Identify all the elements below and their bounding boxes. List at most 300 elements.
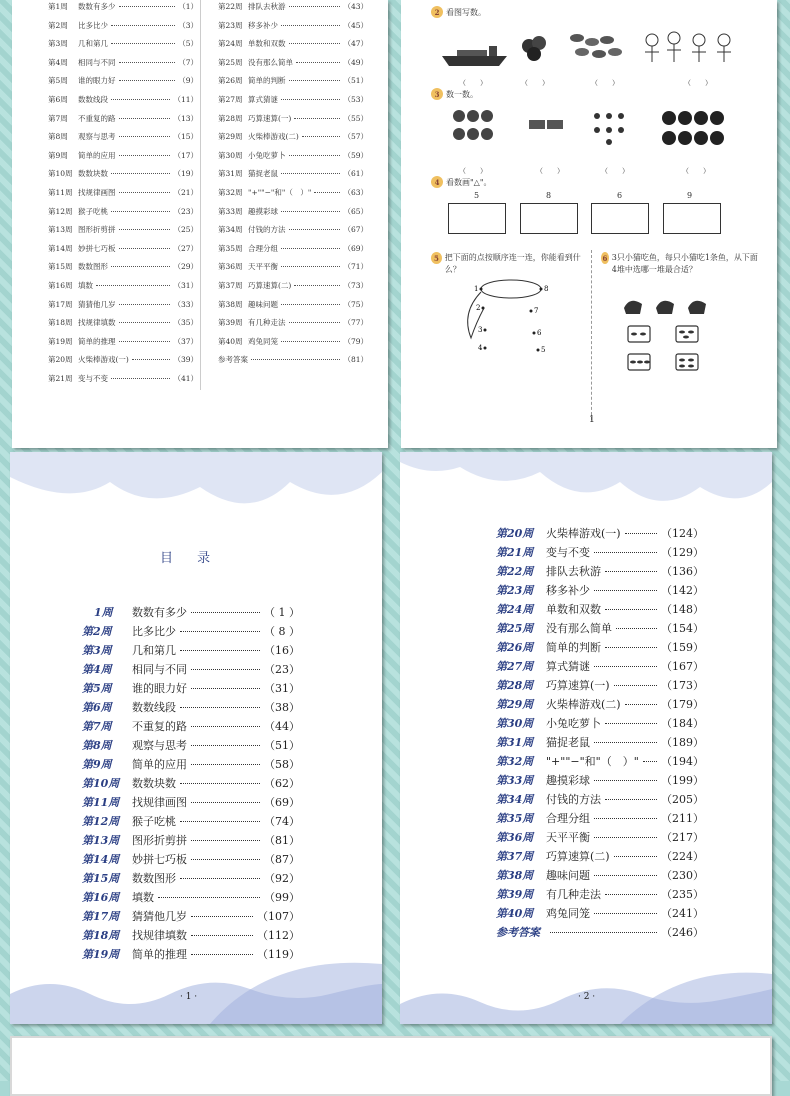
page-ref: （1） — [178, 2, 198, 11]
page-ref: （81） — [264, 834, 300, 847]
leader-dots — [605, 723, 657, 724]
week-label: 第12周 — [82, 815, 120, 828]
leader-dots — [625, 533, 657, 534]
week-label: 第35周 — [496, 812, 534, 825]
leader-dots — [251, 359, 340, 360]
entry-title: 简单的应用 — [132, 758, 187, 771]
entry-title: 变与不变 — [546, 546, 590, 559]
leader-dots — [296, 62, 340, 63]
page-ref: （235） — [661, 888, 704, 901]
leader-dots — [132, 359, 171, 360]
entry-title: 没有那么简单 — [248, 57, 293, 67]
toc-entry[interactable] — [218, 336, 368, 347]
toc-entry[interactable] — [496, 601, 704, 617]
toc-entry[interactable] — [48, 354, 198, 365]
toc-entry[interactable] — [218, 150, 368, 161]
toc-entry[interactable] — [82, 718, 300, 734]
dot-connect-figure — [456, 278, 566, 358]
toc-entry[interactable] — [48, 150, 198, 161]
week-label: 第23周 — [496, 584, 534, 597]
toc-entry[interactable] — [48, 243, 198, 254]
toc-entry[interactable] — [496, 544, 704, 560]
leader-dots — [594, 875, 657, 876]
entry-title: 巧算速算(一) — [248, 113, 292, 123]
entry-title: 找规律填数 — [132, 929, 187, 942]
week-label: 第24周 — [496, 603, 534, 616]
leader-dots — [314, 192, 340, 193]
toc-entry[interactable] — [82, 794, 300, 810]
toc-entry[interactable] — [48, 336, 198, 347]
toc-entry[interactable] — [218, 206, 368, 217]
toc-entry[interactable] — [48, 168, 198, 179]
page-ref: （7） — [178, 57, 198, 67]
children-icon — [645, 32, 731, 62]
entry-title: 找规律填数 — [78, 318, 116, 328]
leader-dots — [302, 136, 341, 137]
entry-title: 猴子吃桃 — [132, 815, 176, 828]
week-label: 第8周 — [48, 132, 68, 142]
cows-icon — [529, 120, 563, 129]
leader-dots — [191, 840, 260, 841]
toc-entry[interactable] — [48, 187, 198, 198]
week-label: 第19周 — [82, 948, 120, 961]
answer-paren[interactable]: （ ） — [521, 79, 549, 87]
toc-entry[interactable] — [82, 661, 300, 677]
answer-paren[interactable]: （ ） — [682, 167, 710, 175]
week-label: 参考答案 — [496, 926, 540, 939]
week-label: 第31周 — [218, 169, 243, 179]
question-number: 5 — [431, 252, 442, 264]
toc-entry[interactable] — [496, 639, 704, 655]
draw-box[interactable] — [663, 203, 721, 234]
entry-title: 谁的眼力好 — [78, 76, 116, 86]
entry-title: 巧算速算(二) — [248, 281, 292, 290]
week-label: 第16周 — [82, 891, 120, 904]
leader-dots — [289, 80, 341, 81]
entry-title: 合理分组 — [248, 243, 278, 253]
toc-entry[interactable] — [82, 737, 300, 753]
toc-entry[interactable] — [82, 756, 300, 772]
leader-dots — [191, 669, 260, 670]
week-label: 第5周 — [82, 682, 112, 695]
leader-dots — [119, 229, 171, 230]
leader-dots — [614, 856, 657, 857]
toc-entry[interactable] — [218, 75, 368, 86]
week-label: 第19周 — [48, 336, 73, 346]
page-ref: （58） — [264, 758, 300, 771]
page-ref: （71） — [343, 262, 368, 272]
entry-title: 猴子吃桃 — [78, 206, 108, 216]
svg-text:8: 8 — [544, 285, 549, 293]
toc-entry[interactable] — [48, 75, 198, 86]
toc-page-1 — [10, 452, 382, 1024]
ship-icon — [442, 46, 507, 66]
leader-dots — [180, 631, 260, 632]
toc-entry[interactable] — [82, 889, 300, 905]
leader-dots — [289, 43, 341, 44]
divider — [591, 250, 592, 420]
toc-entry[interactable] — [496, 658, 704, 674]
leader-dots — [111, 211, 170, 212]
week-label: 第33周 — [218, 206, 243, 216]
answer-paren[interactable]: （ ） — [591, 79, 619, 87]
page-ref: （57） — [343, 132, 368, 142]
week-label: 第36周 — [218, 262, 243, 272]
week-label: 第5周 — [48, 76, 68, 86]
toc-entry[interactable] — [218, 224, 368, 235]
box-number: 6 — [617, 191, 623, 200]
answer-paren[interactable]: （ ） — [459, 167, 487, 175]
toc-entry[interactable] — [48, 38, 198, 49]
leader-dots — [191, 745, 260, 746]
page-ref: （81） — [343, 355, 368, 365]
week-label: 第39周 — [218, 318, 243, 328]
toc-entry[interactable] — [82, 699, 300, 715]
toc-entry[interactable] — [48, 373, 198, 384]
toc-entry[interactable] — [48, 206, 198, 217]
toc-entry[interactable] — [496, 620, 704, 636]
box-number: 8 — [546, 191, 552, 200]
toc-entry[interactable] — [218, 94, 368, 105]
draw-box[interactable] — [448, 203, 506, 234]
week-label: 第12周 — [48, 206, 73, 216]
toc-entry[interactable] — [496, 563, 704, 579]
draw-box[interactable] — [520, 203, 578, 234]
entry-title: 火柴棒游戏(一) — [546, 527, 621, 540]
page-ref: （13） — [173, 113, 198, 123]
week-label: 第38周 — [496, 869, 534, 882]
question-number: 3 — [431, 88, 443, 100]
toc-entry[interactable] — [496, 696, 704, 712]
page-ref: （44） — [264, 720, 300, 733]
entry-title: 巧算速算(一) — [546, 679, 610, 692]
toc-entry[interactable] — [218, 243, 368, 254]
week-label: 第13周 — [48, 225, 73, 235]
entry-title: 谁的眼力好 — [132, 682, 187, 695]
page-ref: （211） — [661, 812, 704, 825]
page-number: · 2 · — [578, 992, 596, 1002]
toc-entry[interactable] — [218, 354, 368, 365]
fish-icon — [630, 331, 694, 368]
toc-entry[interactable] — [496, 829, 704, 845]
toc-entry[interactable] — [218, 168, 368, 179]
leader-dots — [281, 304, 340, 305]
week-label: 第37周 — [218, 281, 243, 290]
week-label: 第36周 — [496, 831, 534, 844]
week-label: 第3周 — [48, 39, 68, 49]
entry-title: 没有那么简单 — [546, 622, 612, 635]
leader-dots — [281, 173, 340, 174]
toc-entry[interactable] — [496, 867, 704, 883]
page-ref: （224） — [661, 850, 704, 863]
week-label: 第25周 — [218, 57, 243, 67]
page-ref: （17） — [173, 150, 198, 160]
page-ref: （241） — [661, 907, 704, 920]
entry-title: 数数有多少 — [78, 2, 116, 11]
toc-entry[interactable] — [496, 886, 704, 902]
week-label: 第28周 — [218, 113, 243, 123]
week-label: 第4周 — [48, 57, 68, 67]
wave-decoration — [400, 934, 772, 1024]
toc-entry[interactable] — [82, 813, 300, 829]
page-ref: （184） — [661, 717, 704, 730]
week-label: 第28周 — [496, 679, 534, 692]
leader-dots — [281, 211, 340, 212]
entry-title: 猜猜他几岁 — [132, 910, 187, 923]
page-ref: （53） — [343, 95, 368, 104]
week-label: 参考答案 — [218, 355, 248, 365]
week-label: 第11周 — [82, 796, 120, 809]
toc-entry[interactable] — [48, 131, 198, 142]
page-ref: （194） — [661, 755, 704, 768]
week-label: 第23周 — [218, 20, 243, 30]
toc-entry[interactable] — [496, 715, 704, 731]
page-ref: （136） — [661, 565, 704, 578]
leader-dots — [281, 25, 340, 26]
toc-entry[interactable] — [82, 623, 300, 639]
leader-dots — [281, 248, 340, 249]
page-ref: （154） — [661, 622, 704, 635]
svg-text:4: 4 — [478, 344, 483, 352]
toc-entry[interactable] — [82, 775, 300, 791]
page-ref: （142） — [661, 584, 704, 597]
toc-entry[interactable] — [218, 187, 368, 198]
question-2 — [431, 6, 486, 18]
toc-entry[interactable] — [496, 772, 704, 788]
page-ref: （55） — [343, 113, 368, 123]
box-number: 9 — [687, 191, 693, 200]
week-label: 第27周 — [496, 660, 534, 673]
page-number: 1 — [589, 415, 595, 425]
entry-title: 数数图形 — [78, 262, 108, 272]
page-ref: （159） — [661, 641, 704, 654]
leader-dots — [289, 322, 341, 323]
page-ref: （179） — [661, 698, 704, 711]
question-number: 4 — [431, 176, 443, 188]
worksheet-page — [401, 0, 777, 448]
leader-dots — [180, 878, 260, 879]
question-text: 数一数。 — [446, 89, 478, 99]
toc-entry[interactable] — [496, 810, 704, 826]
leader-dots — [191, 726, 260, 727]
toc-entry[interactable] — [218, 261, 368, 272]
page-ref: （69） — [264, 796, 300, 809]
page-ref: （73） — [343, 281, 368, 290]
page-ref: （31） — [173, 281, 198, 290]
toc-entry[interactable] — [218, 38, 368, 49]
week-label: 第30周 — [496, 717, 534, 730]
question-number: 2 — [431, 6, 443, 18]
toc-entry[interactable] — [496, 525, 704, 541]
entry-title: 简单的推理 — [78, 336, 116, 346]
illustration-row-2 — [447, 106, 737, 158]
leader-dots — [180, 707, 260, 708]
entry-title: 有几种走法 — [248, 318, 286, 328]
leader-dots — [111, 266, 170, 267]
answer-paren[interactable]: （ ） — [536, 167, 564, 175]
page-ref: （11） — [173, 95, 198, 104]
toc-entry[interactable] — [82, 680, 300, 696]
leader-dots — [594, 780, 657, 781]
entry-title: 不重复的路 — [132, 720, 187, 733]
toc-entry[interactable] — [218, 317, 368, 328]
toc-entry[interactable] — [218, 20, 368, 31]
entry-title: 趣摸彩球 — [248, 206, 278, 216]
page-ref: （112） — [257, 929, 300, 942]
entry-title: 小兔吃萝卜 — [546, 717, 601, 730]
week-label: 第34周 — [218, 225, 243, 235]
apples-icon — [522, 36, 546, 61]
page-ref: （63） — [343, 188, 368, 197]
leader-dots — [180, 783, 260, 784]
leader-dots — [111, 173, 170, 174]
toc-entry[interactable] — [218, 299, 368, 310]
toc-entry[interactable] — [82, 832, 300, 848]
answer-paren[interactable]: （ ） — [459, 79, 487, 87]
page-ref: （129） — [661, 546, 704, 559]
leader-dots — [605, 571, 657, 572]
leader-dots — [180, 650, 260, 651]
toc-entry[interactable] — [82, 604, 300, 620]
toc-entry[interactable] — [218, 280, 368, 291]
entry-title: 观察与思考 — [132, 739, 187, 752]
entry-title: 火柴棒游戏(二) — [546, 698, 621, 711]
cats-fish-figure — [616, 290, 736, 380]
page-ref: （230） — [661, 869, 704, 882]
toc-entry[interactable] — [48, 94, 198, 105]
toc-entry[interactable] — [218, 131, 368, 142]
page-ref: （173） — [661, 679, 704, 692]
toc-entry[interactable] — [496, 734, 704, 750]
toc-entry[interactable] — [496, 905, 704, 921]
toc-entry[interactable] — [82, 870, 300, 886]
entry-title: 天平平衡 — [546, 831, 590, 844]
week-label: 第27周 — [218, 95, 243, 104]
page-ref: （23） — [264, 663, 300, 676]
toc-entry[interactable] — [496, 582, 704, 598]
leader-dots — [594, 818, 657, 819]
next-page-edge — [10, 1036, 772, 1096]
ants-icon — [594, 113, 624, 145]
question-text: 看图写数。 — [446, 7, 486, 17]
leader-dots — [594, 742, 657, 743]
toc-entry[interactable] — [48, 20, 198, 31]
page-ref: （9） — [178, 76, 198, 86]
entry-title: 几和第几 — [132, 644, 176, 657]
leader-dots — [614, 685, 657, 686]
entry-title: 数数块数 — [132, 777, 176, 790]
toc-entry[interactable] — [496, 791, 704, 807]
page-ref: （92） — [264, 872, 300, 885]
week-label: 第35周 — [218, 243, 243, 253]
balls-icon — [662, 111, 724, 145]
toc-entry[interactable] — [48, 317, 198, 328]
page-ref: （39） — [173, 355, 198, 365]
entry-title: 移多补少 — [248, 20, 278, 30]
entry-title: 付钱的方法 — [248, 225, 286, 235]
page-ref: （69） — [343, 243, 368, 253]
draw-box[interactable] — [591, 203, 649, 234]
entry-title: 小兔吃萝卜 — [248, 150, 286, 160]
page-ref: （41） — [173, 374, 198, 383]
entry-title: 排队去秋游 — [546, 565, 601, 578]
leader-dots — [289, 155, 341, 156]
week-label: 第20周 — [496, 527, 534, 540]
week-label: 第31周 — [496, 736, 534, 749]
leader-dots — [605, 894, 657, 895]
toc-entry[interactable] — [48, 280, 198, 291]
page-ref: （199） — [661, 774, 704, 787]
week-label: 第4周 — [82, 663, 112, 676]
page-ref: （31） — [264, 682, 300, 695]
toc-entry[interactable] — [218, 113, 368, 124]
week-label: 第10周 — [82, 777, 120, 790]
toc-entry[interactable] — [218, 57, 368, 68]
leader-dots — [119, 248, 171, 249]
toc-entry[interactable] — [48, 224, 198, 235]
week-label: 第15周 — [48, 262, 73, 272]
toc-entry[interactable] — [82, 642, 300, 658]
entry-title: 变与不变 — [78, 374, 108, 383]
toc-entry[interactable] — [496, 677, 704, 693]
answer-paren[interactable]: （ ） — [601, 167, 629, 175]
toc-entry[interactable] — [48, 57, 198, 68]
toc-entry[interactable] — [218, 1, 368, 12]
week-label: 第39周 — [496, 888, 534, 901]
toc-entry[interactable] — [82, 908, 300, 924]
page-ref: （51） — [343, 76, 368, 86]
page-ref: （37） — [173, 336, 198, 346]
entry-title: 猫捉老鼠 — [546, 736, 590, 749]
page-ref: （15） — [173, 132, 198, 142]
toc-entry[interactable] — [82, 851, 300, 867]
week-label: 第34周 — [496, 793, 534, 806]
page-ref: （205） — [661, 793, 704, 806]
entry-title: 数数线段 — [78, 95, 108, 104]
answer-paren[interactable]: （ ） — [684, 79, 712, 87]
toc-entry[interactable] — [48, 299, 198, 310]
entry-title: 简单的判断 — [248, 76, 286, 86]
leader-dots — [119, 6, 176, 7]
week-label: 第2周 — [48, 20, 68, 30]
box-number: 5 — [474, 191, 480, 200]
entry-title: 数数线段 — [132, 701, 176, 714]
svg-text:2: 2 — [476, 304, 481, 312]
toc-entry[interactable] — [48, 261, 198, 272]
leader-dots — [294, 118, 340, 119]
entry-title: 巧算速算(二) — [546, 850, 610, 863]
page-ref: （38） — [264, 701, 300, 714]
leader-dots — [119, 136, 171, 137]
toc-entry[interactable] — [48, 113, 198, 124]
toc-entry[interactable] — [496, 848, 704, 864]
hats-icon — [570, 34, 622, 58]
cloud-decoration — [400, 452, 772, 532]
toc-entry[interactable] — [496, 753, 704, 769]
entry-title: 移多补少 — [546, 584, 590, 597]
leader-dots — [289, 229, 341, 230]
toc-entry[interactable] — [48, 1, 198, 12]
page-ref: （47） — [343, 39, 368, 49]
week-label: 第7周 — [48, 113, 68, 123]
week-label: 第14周 — [82, 853, 120, 866]
entry-title: 合理分组 — [546, 812, 590, 825]
page-ref: （62） — [264, 777, 300, 790]
svg-text:7: 7 — [534, 307, 539, 315]
entry-title: 火柴棒游戏(二) — [248, 132, 299, 142]
leader-dots — [119, 341, 171, 342]
week-label: 第13周 — [82, 834, 120, 847]
